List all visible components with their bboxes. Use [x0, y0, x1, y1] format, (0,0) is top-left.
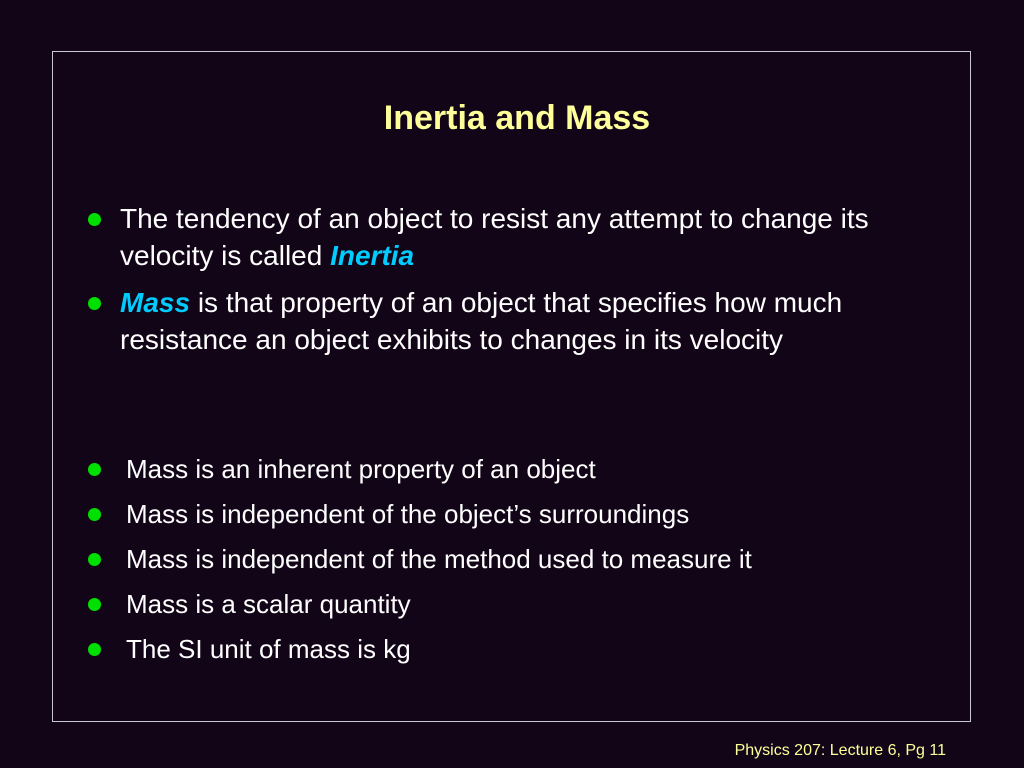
bullet-dot-icon [88, 553, 101, 566]
bullet-dot-icon [88, 463, 101, 476]
list-item [88, 450, 928, 488]
main-bullet-list [88, 200, 928, 368]
list-item [88, 540, 928, 578]
main-bullet-text: is that property of an object that specifies how much resistance an object exhibits to changes in its velocity [120, 287, 843, 355]
list-item [88, 495, 928, 533]
slide-title: Inertia and Mass [383, 99, 651, 137]
list-item-text: Mass is independent of the object’s surroundings [126, 499, 690, 529]
term-inertia: Inertia [330, 240, 415, 271]
term-mass: Mass [120, 287, 191, 318]
list-item-text: The SI unit of mass is kg [126, 634, 411, 664]
mass-properties-list [88, 450, 928, 675]
bullet-dot-icon [88, 508, 101, 521]
bullet-dot-icon [88, 598, 101, 611]
list-item [88, 630, 928, 668]
list-item-text: Mass is independent of the method used to measure it [126, 544, 752, 574]
slide-footer: Physics 207: Lecture 6, Pg 11 [734, 742, 946, 759]
list-item [88, 585, 928, 623]
bullet-dot-icon [88, 297, 101, 310]
bullet-dot-icon [88, 213, 101, 226]
main-bullet-inertia [88, 200, 928, 274]
main-bullet-text: The tendency of an object to resist any attempt to change its velocity is called [120, 203, 869, 271]
main-bullet-mass [88, 284, 928, 358]
bullet-dot-icon [88, 643, 101, 656]
list-item-text: Mass is an inherent property of an object [126, 454, 596, 484]
list-item-text: Mass is a scalar quantity [126, 589, 411, 619]
